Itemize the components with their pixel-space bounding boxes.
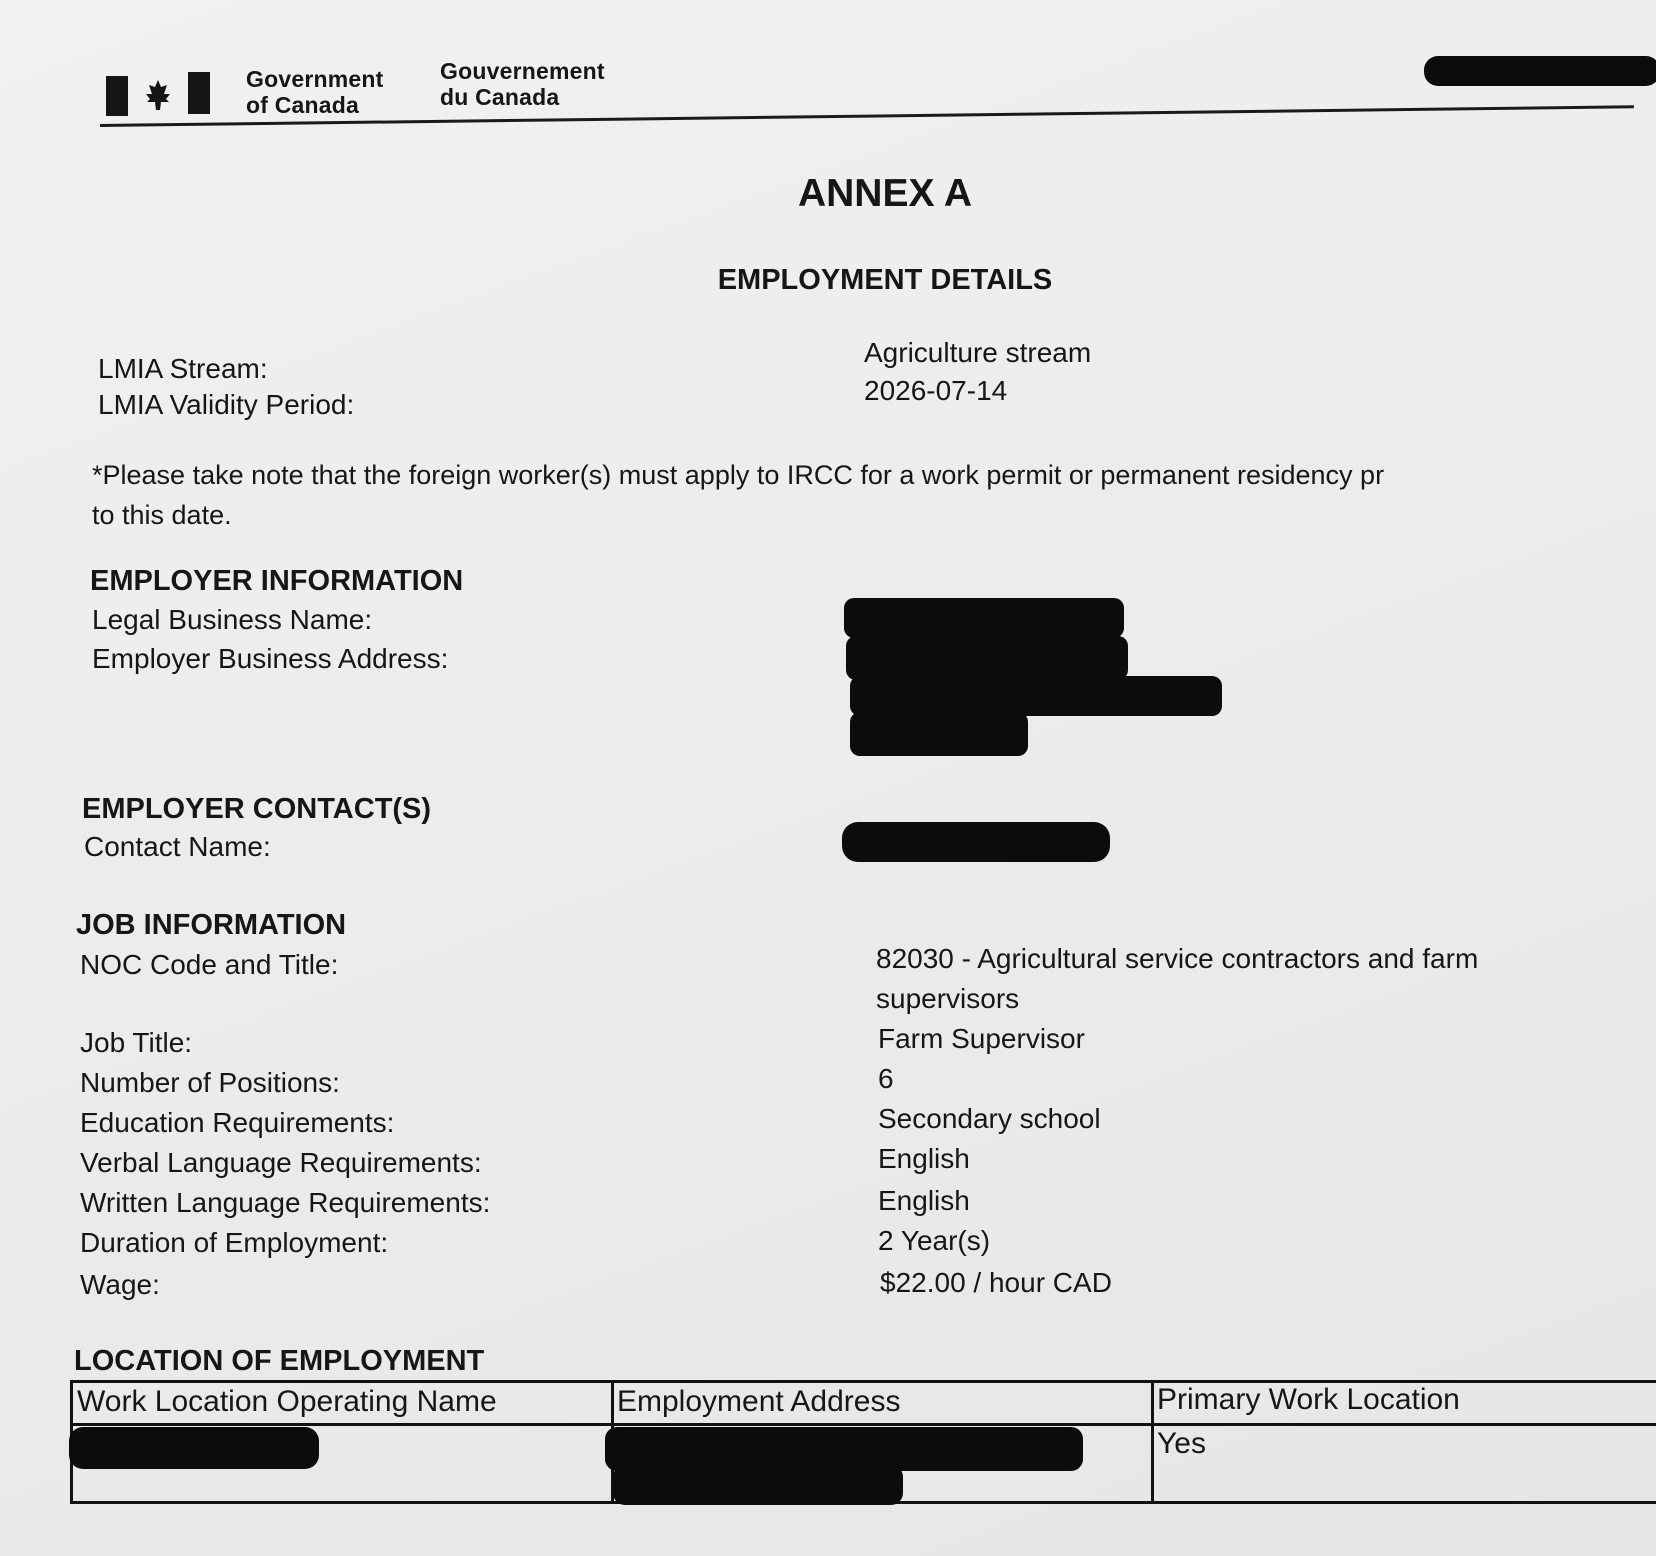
gov-en-line2: of Canada (246, 92, 359, 118)
contact-name-label: Contact Name: (84, 831, 271, 862)
page-subtitle: EMPLOYMENT DETAILS (717, 264, 1053, 296)
column-header-primary-work-location: Primary Work Location (1157, 1383, 1460, 1416)
noc-value-line-1: 82030 - Agricultural service contractors and farm (876, 943, 1479, 974)
duration-label: Duration of Employment: (80, 1227, 389, 1258)
redacted-address-line-3 (850, 712, 1028, 756)
education-label: Education Requirements: (80, 1107, 395, 1138)
location-heading: LOCATION OF EMPLOYMENT (74, 1345, 485, 1377)
job-information-heading: JOB INFORMATION (76, 909, 347, 941)
redacted-operating-name (69, 1427, 319, 1469)
redacted-legal-business-name (844, 598, 1124, 638)
redacted-address-line-2 (850, 676, 1222, 716)
page-title: ANNEX A (797, 172, 973, 215)
job-title-label: Job Title: (80, 1027, 193, 1058)
note-line-2: to this date. (92, 500, 232, 530)
employer-address-label: Employer Business Address: (92, 643, 449, 674)
gov-fr-line1: Gouvernement (440, 58, 605, 84)
verbal-language-label: Verbal Language Requirements: (80, 1147, 482, 1178)
table-header-rule (73, 1423, 1656, 1426)
government-of-canada-en (246, 66, 383, 118)
positions-label: Number of Positions: (80, 1067, 340, 1098)
primary-work-location-value: Yes (1157, 1427, 1206, 1460)
government-of-canada-fr (440, 58, 605, 110)
written-language-label: Written Language Requirements: (80, 1187, 491, 1218)
redacted-address-line-1 (846, 636, 1128, 680)
lmia-validity-label: LMIA Validity Period: (98, 389, 355, 420)
duration-value: 2 Year(s) (878, 1225, 991, 1256)
canada-flag-icon (106, 72, 210, 118)
lmia-stream-label: LMIA Stream: (98, 353, 268, 384)
lmia-stream-value: Agriculture stream (864, 337, 1092, 368)
positions-value: 6 (878, 1063, 894, 1094)
column-header-operating-name: Work Location Operating Name (77, 1385, 497, 1418)
noc-value-line-2: supervisors (876, 983, 1020, 1014)
legal-business-name-label: Legal Business Name: (92, 604, 373, 635)
education-value: Secondary school (878, 1103, 1101, 1134)
gov-en-line1: Government (246, 66, 384, 92)
wage-value: $22.00 / hour CAD (880, 1267, 1112, 1298)
wage-label: Wage: (80, 1269, 160, 1300)
lmia-validity-value: 2026-07-14 (864, 375, 1008, 406)
job-title-value: Farm Supervisor (878, 1023, 1085, 1054)
employer-contacts-heading: EMPLOYER CONTACT(S) (82, 793, 432, 825)
note-line-1: *Please take note that the foreign worker(s) must apply to IRCC for a work permit or permanent residency pr (92, 460, 1385, 490)
location-table (70, 1380, 1656, 1504)
written-language-value: English (878, 1185, 970, 1216)
table-column-divider-2 (1151, 1383, 1154, 1501)
redacted-employment-address-line-2 (613, 1465, 903, 1505)
column-header-employment-address: Employment Address (617, 1385, 901, 1418)
employer-information-heading: EMPLOYER INFORMATION (90, 565, 464, 597)
verbal-language-value: English (878, 1143, 970, 1174)
redacted-contact-name (842, 822, 1110, 862)
noc-label: NOC Code and Title: (80, 949, 339, 980)
gov-fr-line2: du Canada (440, 84, 560, 110)
redacted-reference-number (1424, 56, 1656, 86)
